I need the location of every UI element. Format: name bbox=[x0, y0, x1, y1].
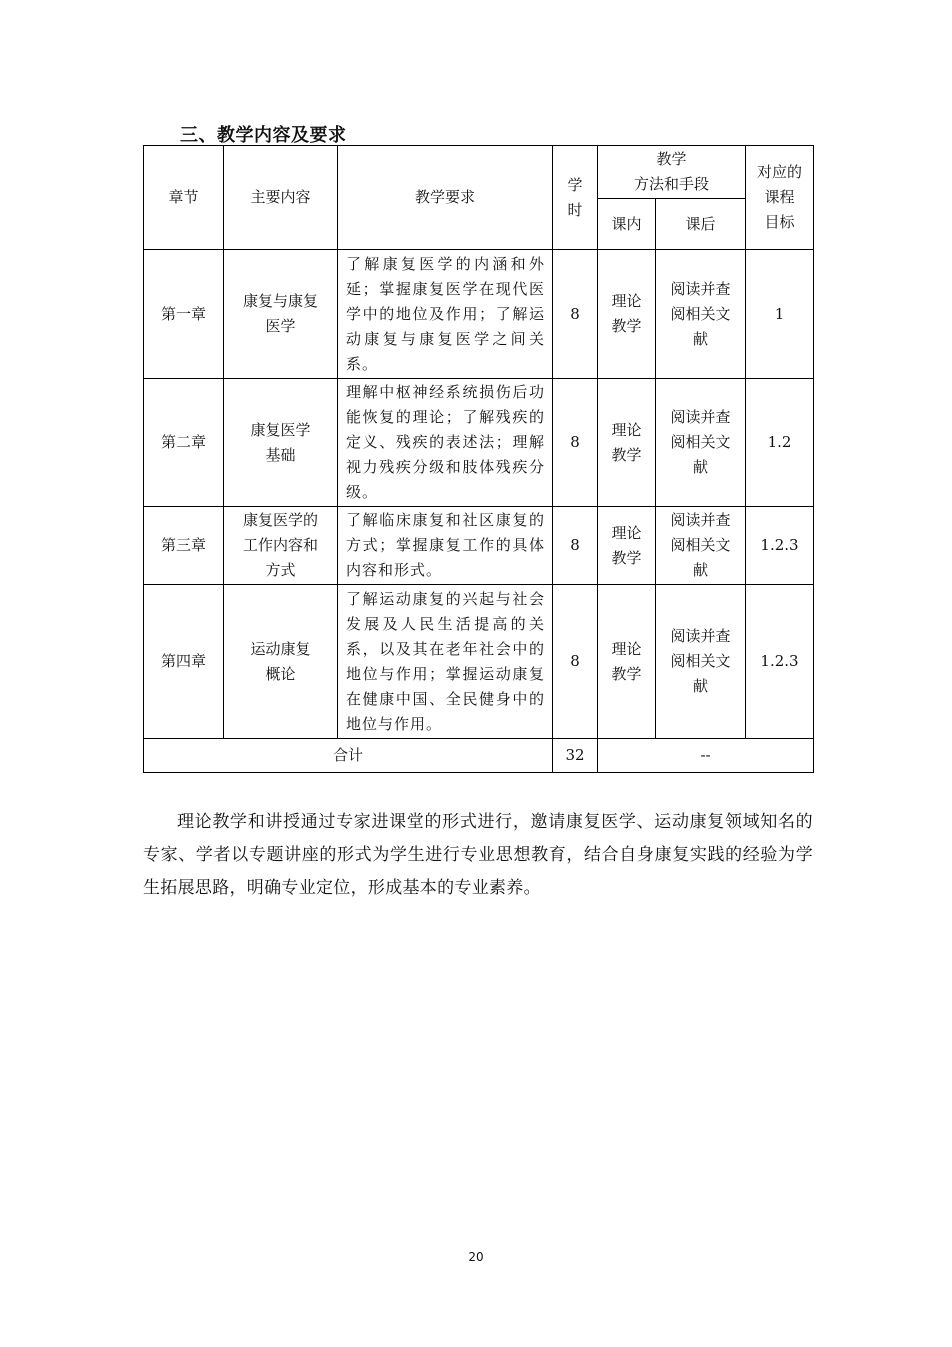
cell-in-class: 理论 教学 bbox=[598, 250, 656, 379]
total-rest: -- bbox=[598, 739, 814, 773]
cell-objective: 1 bbox=[746, 250, 814, 379]
cell-requirement: 了解康复医学的内涵和外延；掌握康复医学在现代医学中的地位及作用；了解运动康复与康复医学之间关系。 bbox=[338, 250, 553, 379]
cell-content: 康复医学的 工作内容和 方式 bbox=[224, 507, 338, 585]
page-number: 20 bbox=[468, 1250, 484, 1264]
cell-requirement: 了解运动康复的兴起与社会发展及人民生活提高的关系，以及其在老年社会中的地位与作用；掌握运动康复在健康中国、全民健身中的地位与作用。 bbox=[338, 585, 553, 739]
cell-after-class: 阅读并查 阅相关文 献 bbox=[656, 250, 746, 379]
cell-chapter: 第一章 bbox=[144, 250, 224, 379]
cell-after-class: 阅读并查 阅相关文 献 bbox=[656, 585, 746, 739]
cell-hours: 8 bbox=[553, 585, 598, 739]
header-chapter: 章节 bbox=[144, 146, 224, 250]
table-row bbox=[144, 507, 814, 585]
cell-chapter: 第三章 bbox=[144, 507, 224, 585]
cell-after-class: 阅读并查 阅相关文 献 bbox=[656, 507, 746, 585]
cell-content: 康复医学 基础 bbox=[224, 379, 338, 507]
total-row bbox=[144, 739, 814, 773]
section-title: 三、教学内容及要求 bbox=[180, 125, 347, 146]
header-content: 主要内容 bbox=[224, 146, 338, 250]
total-label: 合计 bbox=[144, 739, 553, 773]
header-in-class: 课内 bbox=[598, 199, 656, 250]
cell-hours: 8 bbox=[553, 379, 598, 507]
cell-chapter: 第二章 bbox=[144, 379, 224, 507]
cell-after-class: 阅读并查 阅相关文 献 bbox=[656, 379, 746, 507]
syllabus-table bbox=[143, 145, 814, 773]
total-hours: 32 bbox=[553, 739, 598, 773]
table-row bbox=[144, 250, 814, 379]
table-row bbox=[144, 585, 814, 739]
cell-in-class: 理论 教学 bbox=[598, 585, 656, 739]
header-requirement: 教学要求 bbox=[338, 146, 553, 250]
cell-content: 运动康复 概论 bbox=[224, 585, 338, 739]
header-method: 教学 方法和手段 bbox=[598, 146, 746, 199]
cell-objective: 1.2.3 bbox=[746, 585, 814, 739]
table-row bbox=[144, 379, 814, 507]
cell-objective: 1.2.3 bbox=[746, 507, 814, 585]
cell-hours: 8 bbox=[553, 250, 598, 379]
cell-objective: 1.2 bbox=[746, 379, 814, 507]
header-hours: 学 时 bbox=[553, 146, 598, 250]
cell-content: 康复与康复 医学 bbox=[224, 250, 338, 379]
cell-requirement: 理解中枢神经系统损伤后功能恢复的理论；了解残疾的定义、残疾的表述法；理解视力残疾分级和肢体残疾分级。 bbox=[338, 379, 553, 507]
cell-chapter: 第四章 bbox=[144, 585, 224, 739]
cell-in-class: 理论 教学 bbox=[598, 507, 656, 585]
header-row bbox=[144, 146, 814, 199]
header-after-class: 课后 bbox=[656, 199, 746, 250]
cell-hours: 8 bbox=[553, 507, 598, 585]
cell-in-class: 理论 教学 bbox=[598, 379, 656, 507]
body-paragraph: 理论教学和讲授通过专家进课堂的形式进行，邀请康复医学、运动康复领域知名的专家、学者以专题讲座的形式为学生进行专业思想教育，结合自身康复实践的经验为学生拓展思路，明确专业定位，形成基本的专业素养。 bbox=[143, 812, 813, 898]
cell-requirement: 了解临床康复和社区康复的方式；掌握康复工作的具体内容和形式。 bbox=[338, 507, 553, 585]
header-objective: 对应的 课程 目标 bbox=[746, 146, 814, 250]
